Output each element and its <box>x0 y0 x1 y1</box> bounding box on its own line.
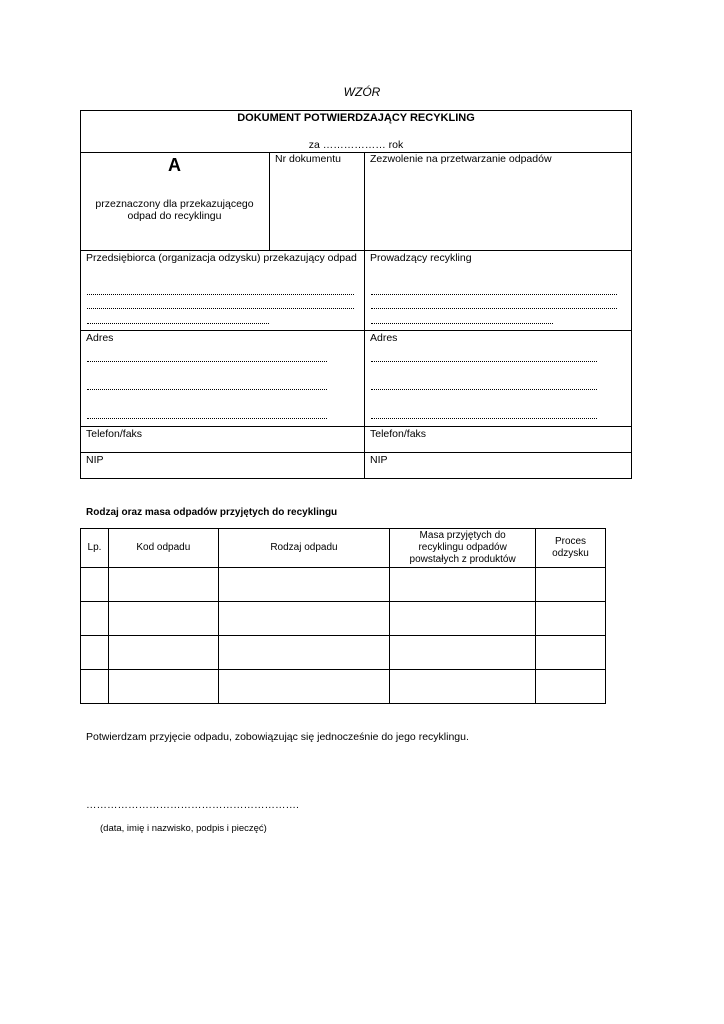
cell-lp[interactable] <box>81 670 109 704</box>
przekazujacy-label: Przedsiębiorca (organizacja odzysku) przekazujący odpad <box>86 252 357 264</box>
cell-kod[interactable] <box>108 670 218 704</box>
przekazujacy-line-2[interactable] <box>87 308 354 309</box>
wzor-label: WZÓR <box>343 85 381 99</box>
signature-line[interactable]: ……………………………………………………. <box>86 799 299 811</box>
table-row <box>81 602 606 636</box>
cell-kod[interactable] <box>108 568 218 602</box>
adres-right-label: Adres <box>370 332 398 344</box>
cell-masa[interactable] <box>390 670 536 704</box>
cell-kod[interactable] <box>108 602 218 636</box>
prowadzacy-label: Prowadzący recykling <box>370 252 472 264</box>
nr-dokumentu-label: Nr dokumentu <box>275 153 341 165</box>
adres-left-line-1[interactable] <box>87 361 327 362</box>
waste-table <box>80 528 606 704</box>
cell-masa[interactable] <box>390 568 536 602</box>
cell-proces[interactable] <box>536 670 606 704</box>
divider-parties <box>80 330 632 331</box>
table-row <box>81 670 606 704</box>
section-letter: A <box>168 155 181 175</box>
cell-rodzaj[interactable] <box>218 568 390 602</box>
waste-table-heading: Rodzaj oraz masa odpadów przyjętych do recyklingu <box>86 507 338 518</box>
divider-phone <box>80 452 632 453</box>
prowadzacy-line-3[interactable] <box>371 323 553 324</box>
cell-proces[interactable] <box>536 602 606 636</box>
adres-left-line-2[interactable] <box>87 389 327 390</box>
przekazujacy-line-3[interactable] <box>87 323 269 324</box>
document-title: DOKUMENT POTWIERDZAJĄCY RECYKLING <box>237 112 475 124</box>
confirmation-text: Potwierdzam przyjęcie odpadu, zobowiązując się jednocześnie do jego recyklingu. <box>86 731 469 743</box>
cell-proces[interactable] <box>536 568 606 602</box>
col-proces: Proces odzysku <box>536 529 606 568</box>
przekazujacy-line-1[interactable] <box>87 294 354 295</box>
col-kod: Kod odpadu <box>108 529 218 568</box>
adres-right-line-3[interactable] <box>371 418 597 419</box>
table-header-row <box>81 529 606 568</box>
intended-for-text: przeznaczony dla przekazującego odpad do recyklingu <box>95 198 254 222</box>
prowadzacy-line-2[interactable] <box>371 308 617 309</box>
col-lp: Lp. <box>81 529 109 568</box>
adres-left-line-3[interactable] <box>87 418 327 419</box>
cell-masa[interactable] <box>390 602 536 636</box>
vline-mid <box>364 152 365 479</box>
zezwolenie-label: Zezwolenie na przetwarzanie odpadów <box>370 153 552 165</box>
signature-caption: (data, imię i nazwisko, podpis i pieczęć) <box>100 823 267 834</box>
telefon-left-label: Telefon/faks <box>86 428 143 440</box>
divider-section-a <box>80 250 632 251</box>
nip-right-label: NIP <box>370 454 388 466</box>
divider-address <box>80 426 632 427</box>
prowadzacy-line-1[interactable] <box>371 294 617 295</box>
col-masa: Masa przyjętych do recyklingu odpadów powstałych z produktów <box>390 529 536 568</box>
nip-left-label: NIP <box>86 454 104 466</box>
adres-right-line-2[interactable] <box>371 389 597 390</box>
cell-masa[interactable] <box>390 636 536 670</box>
adres-left-label: Adres <box>86 332 114 344</box>
cell-lp[interactable] <box>81 636 109 670</box>
cell-proces[interactable] <box>536 636 606 670</box>
cell-rodzaj[interactable] <box>218 670 390 704</box>
telefon-right-label: Telefon/faks <box>370 428 427 440</box>
adres-right-line-1[interactable] <box>371 361 597 362</box>
table-row <box>81 568 606 602</box>
document-period[interactable]: za ……………… rok <box>308 139 404 151</box>
cell-lp[interactable] <box>81 602 109 636</box>
cell-kod[interactable] <box>108 636 218 670</box>
cell-rodzaj[interactable] <box>218 602 390 636</box>
vline-a <box>269 152 270 250</box>
table-row <box>81 636 606 670</box>
col-rodzaj: Rodzaj odpadu <box>218 529 390 568</box>
cell-rodzaj[interactable] <box>218 636 390 670</box>
cell-lp[interactable] <box>81 568 109 602</box>
